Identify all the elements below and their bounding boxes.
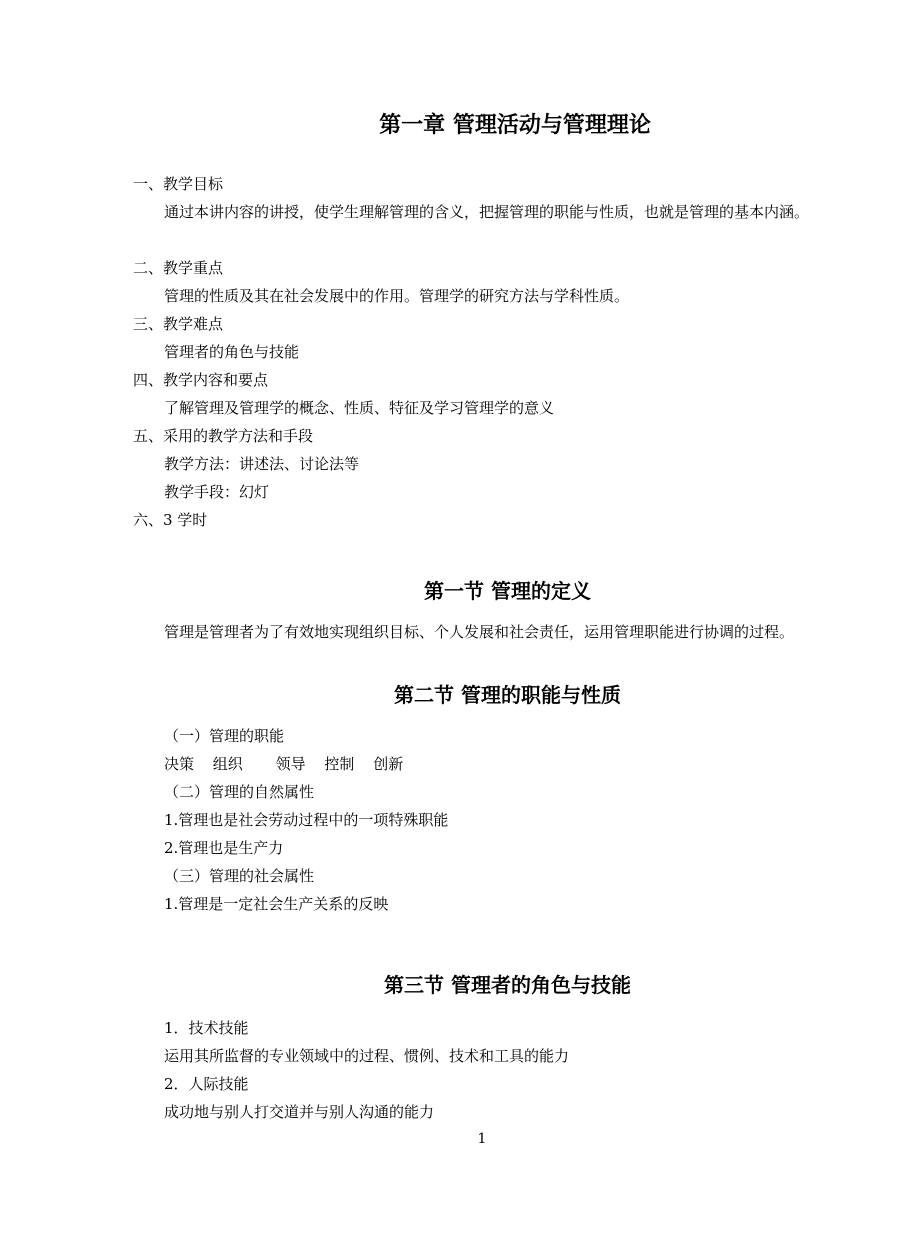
chapter-title: 第一章 管理活动与管理理论 <box>379 112 651 138</box>
section3-item2-label: 2．人际技能 <box>164 1075 249 1093</box>
section3-title: 第三节 管理者的角色与技能 <box>384 973 631 997</box>
section2-sub3-item1: 1.管理是一定社会生产关系的反映 <box>164 895 389 913</box>
section2-sub3: （三）管理的社会属性 <box>164 867 315 885</box>
outline-heading-1: 一、教学目标 <box>133 175 224 193</box>
section2-sub1: （一）管理的职能 <box>164 727 285 745</box>
outline-text-5a: 教学方法：讲述法、讨论法等 <box>164 455 360 473</box>
outline-heading-5: 五、采用的教学方法和手段 <box>133 427 314 445</box>
section3-item1-label: 1．技术技能 <box>164 1019 249 1037</box>
outline-heading-2: 二、教学重点 <box>133 259 224 277</box>
outline-text-1: 通过本讲内容的讲授，使学生理解管理的含义，把握管理的职能与性质，也就是管理的基本内涵。 <box>164 203 810 221</box>
section1-title: 第一节 管理的定义 <box>424 579 591 603</box>
outline-text-5b: 教学手段：幻灯 <box>164 483 270 501</box>
section3-item2-text: 成功地与别人打交道并与别人沟通的能力 <box>164 1103 435 1121</box>
section2-sub2: （二）管理的自然属性 <box>164 783 315 801</box>
section3-item1-text: 运用其所监督的专业领域中的过程、惯例、技术和工具的能力 <box>164 1047 570 1065</box>
outline-text-3: 管理者的角色与技能 <box>164 343 300 361</box>
section2-sub2-item1: 1.管理也是社会劳动过程中的一项特殊职能 <box>164 811 449 829</box>
section2-sub2-item2: 2.管理也是生产力 <box>164 839 284 857</box>
page-number: 1 <box>477 1131 487 1147</box>
section1-body: 管理是管理者为了有效地实现组织目标、个人发展和社会责任，运用管理职能进行协调的过程。 <box>164 623 795 641</box>
function-item: 创新 <box>373 755 404 773</box>
function-item: 组织 <box>212 755 243 773</box>
outline-heading-6: 六、3 学时 <box>133 511 208 529</box>
function-item: 决策 <box>164 755 195 773</box>
function-item: 控制 <box>324 755 355 773</box>
outline-heading-4: 四、教学内容和要点 <box>133 371 269 389</box>
outline-text-4: 了解管理及管理学的概念、性质、特征及学习管理学的意义 <box>164 399 555 417</box>
function-item: 领导 <box>275 755 306 773</box>
outline-text-2: 管理的性质及其在社会发展中的作用。管理学的研究方法与学科性质。 <box>164 287 630 305</box>
outline-heading-3: 三、教学难点 <box>133 315 224 333</box>
section2-title: 第二节 管理的职能与性质 <box>394 683 621 707</box>
management-functions <box>164 754 403 774</box>
